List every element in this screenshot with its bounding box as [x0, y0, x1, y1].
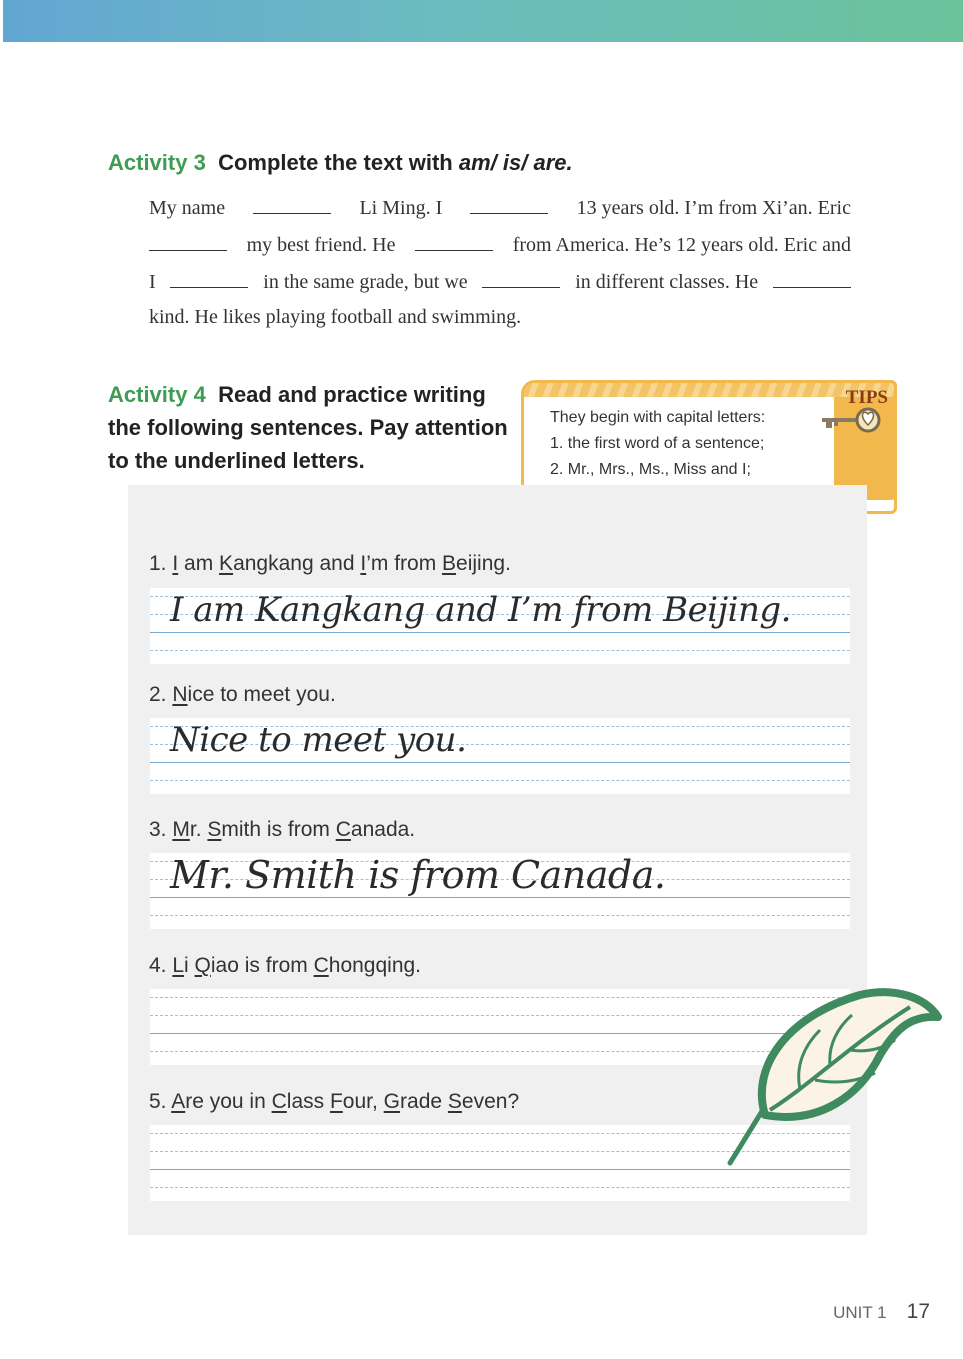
tips-item: 1. the first word of a sentence;	[550, 435, 765, 452]
answer-blank[interactable]	[773, 269, 851, 288]
top-banner	[3, 0, 963, 42]
text-segment: Li Ming. I	[359, 197, 443, 219]
exercise-4-prompt	[149, 954, 421, 978]
exercise-sentence: Mr. Smith is from Canada.	[172, 818, 416, 841]
text-segment: in the same grade, but we	[263, 271, 468, 293]
activity4-label: Activity 4	[108, 382, 206, 407]
handwritten-answer: I am Kangkang and I’m from Beijing.	[170, 590, 791, 630]
para-line-1	[149, 195, 851, 223]
text-segment: I	[149, 271, 156, 293]
answer-blank[interactable]	[415, 232, 493, 251]
activity3-options: am/ is/ are.	[458, 150, 573, 175]
tips-stripe	[524, 383, 894, 397]
text-segment: my best friend. He	[246, 234, 396, 256]
exercise-sentence: Nice to meet you.	[172, 683, 336, 706]
exercise-2-prompt	[149, 683, 336, 707]
key-icon	[820, 405, 886, 435]
page-footer	[833, 1300, 930, 1324]
tips-intro: They begin with capital letters:	[550, 409, 766, 426]
exercise-number: 5.	[149, 1090, 167, 1113]
activity3-heading	[108, 150, 573, 176]
text-segment: kind. He likes playing football and swimming.	[149, 306, 522, 328]
para-line-4	[149, 306, 851, 334]
answer-blank[interactable]	[470, 195, 548, 214]
leaf-icon	[720, 985, 945, 1170]
text-segment: in different classes. He	[575, 271, 759, 293]
activity4-title: Read and practice writing the following sentences. Pay attention to the underlined letters.	[108, 382, 508, 473]
writing-lines-2[interactable]	[150, 718, 850, 794]
writing-lines-1[interactable]	[150, 588, 850, 664]
para-line-3	[149, 269, 851, 297]
exercise-number: 4.	[149, 954, 167, 977]
activity4-heading	[108, 378, 508, 477]
exercise-1-prompt	[149, 552, 511, 576]
text-segment: 13 years old. I’m from Xi’an. Eric	[576, 197, 851, 219]
answer-blank[interactable]	[149, 232, 227, 251]
answer-blank[interactable]	[482, 269, 560, 288]
handwritten-answer: Nice to meet you.	[170, 720, 467, 760]
exercise-number: 3.	[149, 818, 167, 841]
page-number: 17	[906, 1300, 930, 1323]
exercise-sentence: I am Kangkang and I’m from Beijing.	[172, 552, 511, 575]
text-segment: from America. He’s 12 years old. Eric and	[512, 234, 851, 256]
para-line-2	[149, 232, 851, 260]
answer-blank[interactable]	[170, 269, 248, 288]
exercise-sentence: Are you in Class Four, Grade Seven?	[171, 1090, 520, 1113]
exercise-sentence: Li Qiao is from Chongqing.	[172, 954, 422, 977]
writing-lines-3[interactable]	[150, 853, 850, 929]
tips-item: 2. Mr., Mrs., Ms., Miss and I;	[550, 461, 751, 478]
answer-blank[interactable]	[253, 195, 331, 214]
tips-label: TIPS	[845, 387, 888, 408]
activity3-label: Activity 3	[108, 150, 206, 175]
handwritten-answer: Mr. Smith is from Canada.	[170, 853, 666, 897]
exercise-number: 2.	[149, 683, 167, 706]
exercise-3-prompt	[149, 818, 415, 842]
exercise-number: 1.	[149, 552, 167, 575]
activity3-title: Complete the text with	[218, 150, 459, 175]
text-segment: My name	[149, 197, 226, 219]
exercise-5-prompt	[149, 1090, 519, 1114]
unit-label: UNIT 1	[833, 1303, 887, 1322]
